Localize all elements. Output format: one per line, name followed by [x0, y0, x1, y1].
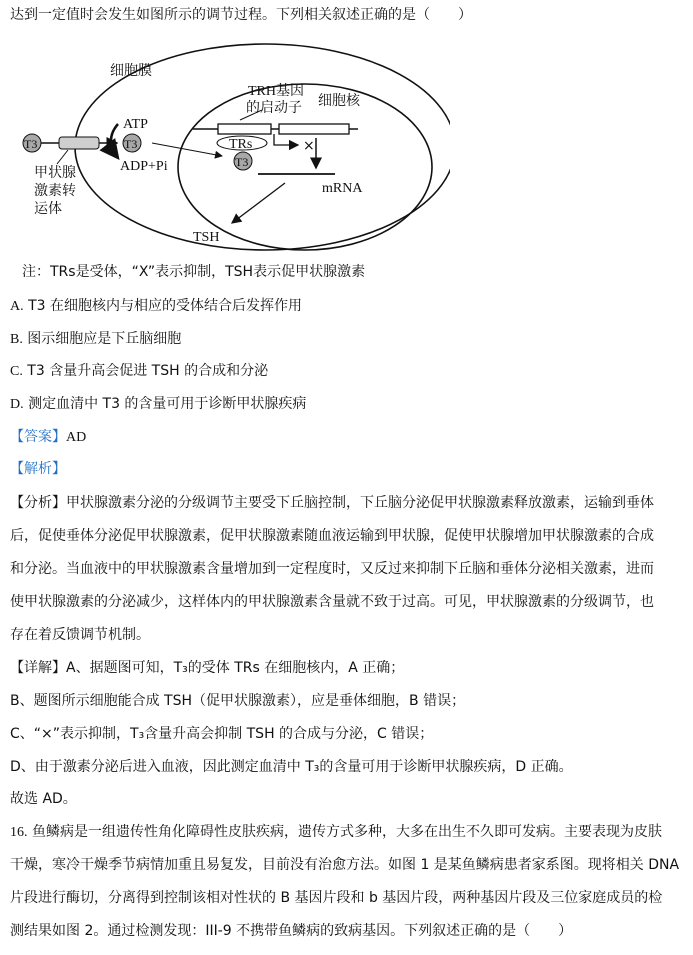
transporter-label-2: 激素转 — [34, 183, 76, 199]
detail-line-3: C、“×”表示抑制，T₃含量升高会抑制 TSH 的合成与分泌，C 错误； — [10, 726, 434, 742]
trs-label: TRs — [229, 137, 253, 152]
atp-label: ATP — [123, 117, 148, 132]
question-number: 16. — [10, 825, 28, 840]
option-text: 图示细胞应是下丘脑细胞 — [27, 331, 182, 347]
analysis-line-1: 【分析】甲状腺激素分泌的分级调节主要受下丘脑控制，下丘脑分泌促甲状腺激素释放激素，运输到垂体 — [10, 495, 654, 511]
promoter-box — [218, 124, 271, 134]
next-question-line-2: 干燥，寒冷干燥季节病情加重且易复发，目前没有治愈方法。如图 1 是某鱼鳞病患者家系图。现将相关 DNA — [10, 857, 680, 873]
option-text: T3 在细胞核内与相应的受体结合后发挥作用 — [28, 298, 302, 314]
nucleus-ellipse — [178, 84, 432, 250]
svg-text:T3: T3 — [235, 155, 249, 169]
answer-label: 【答案】 — [10, 429, 66, 445]
analysis-heading: 【解析】 — [10, 461, 66, 477]
promoter-label-1: TRH基因 — [248, 84, 304, 99]
analysis-label: 【分析】 — [10, 495, 66, 511]
detail-label: 【详解】 — [10, 660, 66, 676]
option-letter: D. — [10, 397, 24, 412]
next-question-line-4: 测结果如图 2。通过检测发现：III-9 不携带鱼鳞病的致病基因。下列叙述正确的是（ ） — [10, 923, 573, 939]
option-b[interactable] — [10, 330, 181, 349]
thyroid-hormone-transporter — [59, 137, 99, 149]
svg-text:T3: T3 — [124, 137, 138, 151]
answer-row — [10, 428, 86, 447]
adp-label: ADP+Pi — [120, 159, 168, 174]
option-letter: A. — [10, 299, 24, 314]
detail-conclusion: 故选 AD。 — [10, 791, 77, 807]
option-d[interactable] — [10, 395, 306, 414]
option-text: 测定血清中 T3 的含量可用于诊断甲状腺疾病 — [28, 396, 307, 412]
next-question-line-3: 片段进行酶切，分离得到控制该相对性状的 B 基因片段和 b 基因片段，两种基因片段及三位家庭成员的检 — [10, 890, 663, 906]
transporter-label-3: 运体 — [34, 201, 62, 217]
cell-membrane-label: 细胞膜 — [110, 63, 152, 79]
transporter-label-1: 甲状腺 — [34, 165, 76, 181]
gene-box — [279, 124, 349, 134]
diagram-note: 注：TRs是受体，“X”表示抑制，TSH表示促甲状腺激素 — [22, 264, 366, 280]
option-letter: B. — [10, 332, 23, 347]
mrna-label: mRNA — [322, 181, 363, 196]
detail-line-1: 【详解】A、据题图可知，T₃的受体 TRs 在细胞核内，A 正确； — [10, 660, 405, 676]
option-text: T3 含量升高会促进 TSH 的合成和分泌 — [27, 363, 269, 379]
svg-text:T3: T3 — [24, 137, 38, 151]
option-letter: C. — [10, 364, 23, 379]
analysis-line-3: 和分泌。当血液中的甲状腺激素含量增加到一定程度时，又反过来抑制下丘脑和垂体分泌相关激素，进而 — [10, 561, 654, 577]
option-a[interactable] — [10, 297, 302, 316]
tsh-label: TSH — [193, 230, 220, 245]
thyroid-regulation-diagram — [0, 40, 450, 260]
analysis-line-2: 后，促使垂体分泌促甲状腺激素，促甲状腺激素随血液运输到甲状腺，促使甲状腺增加甲状腺激素的合成 — [10, 528, 654, 544]
inhibit-mark: × — [303, 138, 315, 154]
answer-value: AD — [66, 430, 87, 445]
detail-line-2: B、题图所示细胞能合成 TSH（促甲状腺激素），应是垂体细胞，B 错误； — [10, 693, 466, 709]
analysis-line-4: 使甲状腺激素的分泌减少，这样体内的甲状腺激素含量就不致于过高。可见，甲状腺激素的分级调节，也 — [10, 594, 654, 610]
detail-line-4: D、由于激素分泌后进入血液，因此测定血清中 T₃的含量可用于诊断甲状腺疾病，D 正确。 — [10, 759, 573, 775]
next-question-line-1: 16. 鱼鳞病是一组遗传性角化障碍性皮肤疾病，遗传方式多种，大多在出生不久即可发病。主要表现为皮肤 — [10, 824, 662, 840]
promoter-label-2: 的启动子 — [246, 100, 302, 116]
nucleus-label: 细胞核 — [318, 93, 360, 109]
analysis-line-5: 存在着反馈调节机制。 — [10, 627, 150, 643]
option-c[interactable] — [10, 362, 268, 381]
question-intro: 达到一定值时会发生如图所示的调节过程。下列相关叙述正确的是（ ） — [10, 7, 472, 23]
